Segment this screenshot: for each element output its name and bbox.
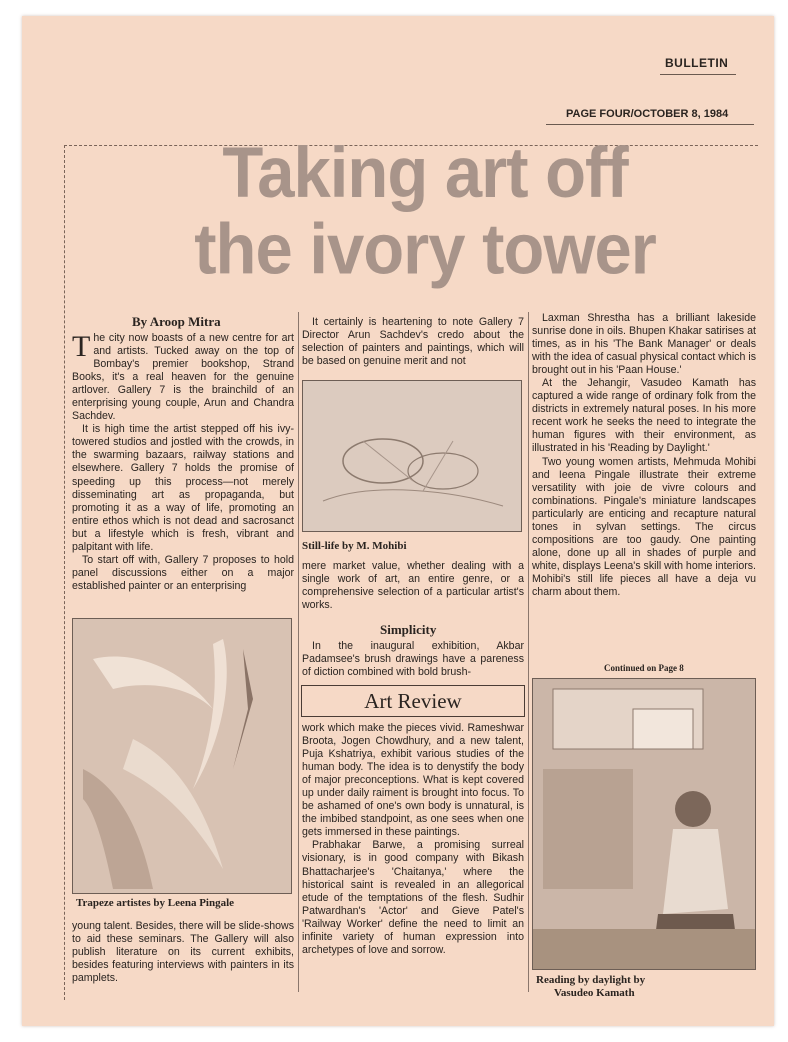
trapeze-artistes-photo — [72, 618, 292, 894]
reading-caption-line-1: Reading by daylight by — [536, 974, 646, 986]
reading-caption — [536, 974, 756, 1000]
dateline-rule — [546, 124, 754, 125]
article-frame-left — [64, 145, 65, 1000]
paragraph: Prabhakar Barwe, a promising surreal visionary, is in good company with Bikash Bhattacharjee's 'Chaitanya,' where the historical saint is revealed in an allegorical etude of the temptations of the flesh. Sudhir Patwardhan's 'Actor' and Gieve Patel's 'Railway Worker' define the need to limit an infinite variety of human expression into archetypes of love and sorrow. — [302, 839, 524, 956]
column-2-middle — [302, 560, 524, 612]
paragraph: In the inaugural exhibition, Akbar Padamsee's brush drawings have a pareness of diction combined with bold brush- — [302, 640, 524, 679]
art-review-box: Art Review — [301, 685, 525, 717]
column-3-top — [532, 312, 756, 599]
trapeze-artwork — [73, 619, 291, 893]
column-divider — [298, 312, 299, 992]
paragraph: The city now boasts of a new centre for art and artists. Tucked away on the top of Bombay's premier bookshop, Strand Books, it's a real heaven for the genuine artlover. Gallery 7 is the brainchild of an enterprising young couple, Arun and Chandra Sachdev. — [72, 330, 294, 423]
still-life-artwork — [303, 381, 521, 531]
subhead-simplicity: Simplicity — [380, 622, 437, 637]
masthead: BULLETIN — [665, 56, 729, 70]
drop-cap: T — [72, 330, 91, 363]
paragraph: At the Jehangir, Vasudeo Kamath has captured a wide range of ordinary folk from the districts in extremely natural poses. In his more recent work he seeks the need to integrate the human figures with their environment, as illustrated in his 'Reading by Daylight.' — [532, 377, 756, 455]
still-life-caption: Still-life by M. Mohibi — [302, 540, 407, 552]
paragraph: work which make the pieces vivid. Rameshwar Broota, Jogen Chowdhury, and a new talent, Puja Kshatriya, exhibit various studies of the human body. The idea is to denystify the body of major preconceptions. What is kept covered up under daily raiment is brought into focus. To be ashamed of one's own body is unnatural, is the imbibed standpoint, as one sees when one gets immersed in these paintings. — [302, 722, 524, 839]
still-life-photo — [302, 380, 522, 532]
byline: By Aroop Mitra — [132, 314, 221, 329]
column-divider — [528, 312, 529, 992]
paragraph: mere market value, whether dealing with a single work of art, an entire genre, or a comprehensive selection of a particular artist's works. — [302, 560, 524, 612]
paragraph: It certainly is heartening to note Gallery 7 Director Arun Sachdev's credo about the selection of painters and paintings, which will be based on genuine merit and not — [302, 316, 524, 368]
headline-line-2: the ivory tower — [194, 209, 656, 290]
dateline: PAGE FOUR/OCTOBER 8, 1984 — [566, 108, 729, 120]
headline-line-1: Taking art off — [222, 133, 628, 214]
masthead-rule — [660, 74, 736, 75]
paragraph: young talent. Besides, there will be slide-shows to aid these seminars. The Gallery will also publish literature on its current exhibits, besides featuring interviews with painters in its pamplets. — [72, 920, 294, 985]
column-2-top — [302, 316, 524, 368]
paragraph: It is high time the artist stepped off his ivy-towered studios and jostled with the crowds, in the swarming bazaars, railway stations and elsewhere. Gallery 7 holds the promise of speeding up this process—not merely disseminating art as propaganda, but promoting it as a way of life, promoting an entire ethos which is not dead and sacrosanct but a lifestyle which is fresh, vibrant and palpitant with life. — [72, 423, 294, 553]
reading-caption-line-2: Vasudeo Kamath — [554, 987, 635, 999]
trapeze-caption: Trapeze artistes by Leena Pingale — [76, 897, 235, 909]
reading-artwork — [533, 679, 755, 969]
paragraph: Two young women artists, Mehmuda Mohibi and Ieena Pingale illustrate their extreme versatility with joie de vivre colours and combinations. Pingale's miniature landscapes particularly are enticing and recapture natural tones in sylvan settings. The circus compositions are too gaudy. One painting alone, done up all in shades of purple and white, displays Leena's skill with home interiors. Mohibi's still life pieces all have a deja vu charm about them. — [532, 455, 756, 598]
headline — [170, 133, 680, 290]
continued-note: Continued on Page 8 — [604, 663, 684, 673]
paragraph: Laxman Shrestha has a brilliant lakeside sunrise done in oils. Bhupen Khakar satirises at times, as in his 'The Bank Manager' or deals with the idea of casual physical contact which is brought out in his 'Paan House.' — [532, 312, 756, 377]
column-2-simplicity — [302, 640, 524, 679]
column-2-bottom — [302, 722, 524, 957]
column-1-bottom — [72, 920, 294, 985]
reading-by-daylight-photo — [532, 678, 756, 970]
paragraph: To start off with, Gallery 7 proposes to hold panel discussions either on a major established painter or an enterprising — [72, 553, 294, 592]
column-1-top — [72, 332, 294, 593]
